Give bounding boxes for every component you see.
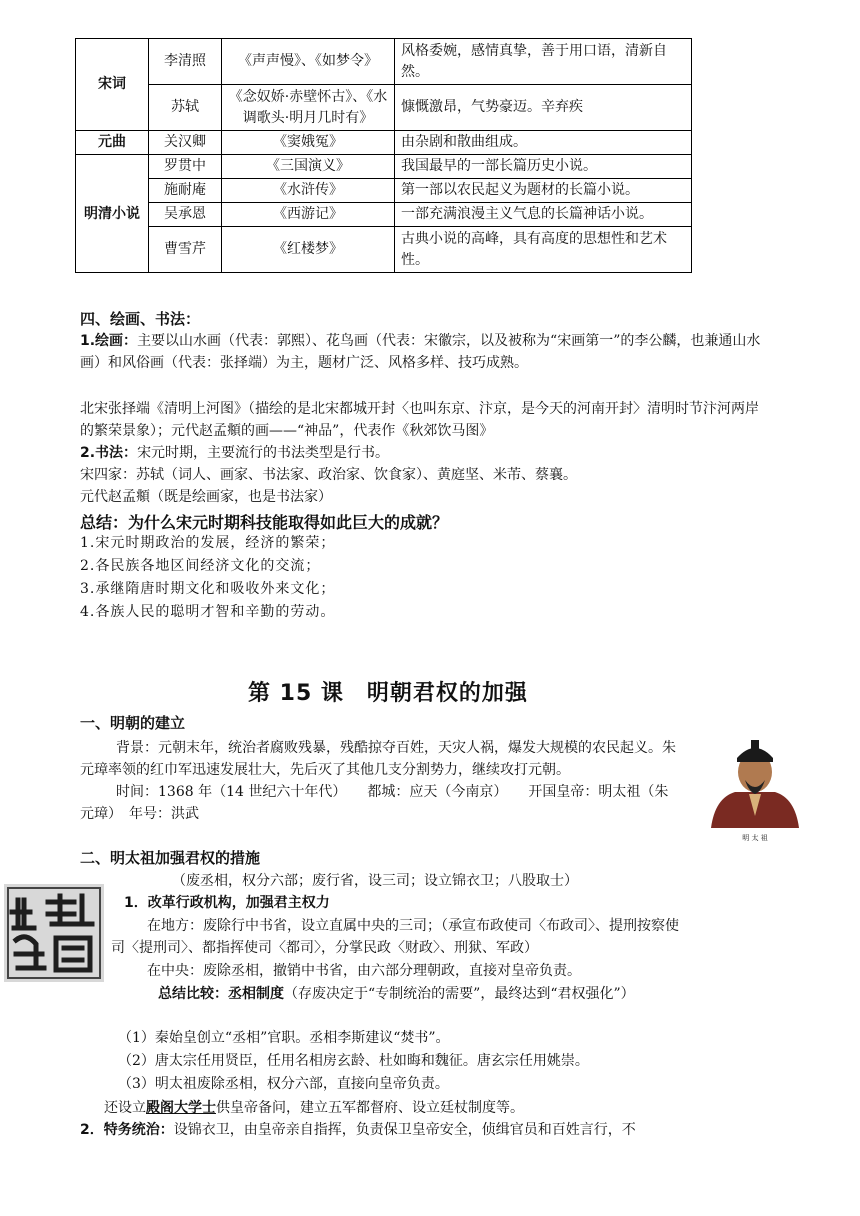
table-row (76, 155, 692, 179)
summary-title: 总结：为什么宋元时期科技能取得如此巨大的成就？ (80, 513, 449, 532)
central-reform: 在中央：废除丞相，撤销中书省，由六部分理朝政，直接对皇帝负责。 (147, 963, 581, 979)
table-row (76, 227, 692, 273)
comparison-item: （1）秦始皇创立“丞相”官职。丞相李斯建议“焚书”。 (118, 1030, 450, 1046)
table-row (76, 85, 692, 131)
measure-2 (80, 1119, 636, 1141)
category-cell: 宋词 (76, 39, 149, 131)
measure-1-title: 1．改革行政机构，加强君主权力 (124, 895, 330, 911)
lesson-title: 第 15 课 明朝君权的加强 (248, 681, 528, 706)
paragraph-label: 2.书法： (80, 445, 138, 461)
table-row (76, 179, 692, 203)
portrait-caption: 明 太 祖 (742, 834, 768, 842)
desc-cell: 古典小说的高峰，具有高度的思想性和艺术性。 (395, 227, 692, 273)
comparison-text: （存废决定于“专制统治的需要”，最终达到“君权强化”） (284, 986, 635, 1002)
comparison-paragraph (80, 983, 686, 1005)
comparison-item: （3）明太祖废除丞相，权分六部，直接向皇帝负责。 (118, 1076, 449, 1092)
desc-cell: 由杂剧和散曲组成。 (395, 131, 692, 155)
calligraphy-paragraph (80, 442, 770, 464)
seal-image (4, 884, 104, 982)
desc-cell: 第一部以农民起义为题材的长篇小说。 (395, 179, 692, 203)
category-cell: 明清小说 (76, 155, 149, 273)
author-cell: 罗贯中 (149, 155, 222, 179)
also-established (104, 1097, 524, 1119)
paragraph-text: 主要以山水画（代表：郭熙）、花鸟画（代表：宋徽宗，以及被称为“宋画第一”的李公麟，也兼通山水画）和风俗画（代表：张择端）为主，题材广泛、风格多样、技巧成熟。 (80, 333, 761, 371)
author-cell: 苏轼 (149, 85, 222, 131)
text-segment: 供皇帝备问，建立五军都督府、设立廷杖制度等。 (216, 1100, 524, 1116)
desc-cell: 风格委婉，感情真挚，善于用口语，清新自然。 (395, 39, 692, 85)
text-segment: 还设立 (104, 1100, 146, 1116)
work-cell: 《红楼梦》 (222, 227, 395, 273)
section-heading: 一、明朝的建立 (80, 714, 186, 732)
summary-item: 1.宋元时期政治的发展，经济的繁荣； (80, 535, 336, 551)
author-cell: 李清照 (149, 39, 222, 85)
emperor-portrait (705, 736, 805, 844)
literature-table (75, 38, 692, 273)
author-cell: 关汉卿 (149, 131, 222, 155)
author-cell: 施耐庵 (149, 179, 222, 203)
painting-paragraph (80, 330, 770, 374)
background-paragraph: 背景：元朝末年，统治者腐败残暴，残酷掠夺百姓，天灾人祸，爆发大规模的农民起义。朱元璋率领的红巾军迅速发展壮大，先后灭了其他几支分割势力，继续攻打元朝。 (80, 740, 676, 778)
comparison-item: （2）唐太宗任用贤臣，任用名相房玄龄、杜如晦和魏征。唐玄宗任用姚崇。 (118, 1053, 589, 1069)
author-cell: 吴承恩 (149, 203, 222, 227)
table-row (76, 203, 692, 227)
table-row (76, 39, 692, 85)
desc-cell: 慷慨激昂，气势豪迈。辛弃疾 (395, 85, 692, 131)
measure-2-text: 设锦衣卫，由皇帝亲自指挥，负责保卫皇帝安全，侦缉官员和百姓言行，不 (173, 1122, 636, 1138)
summary-item: 2.各民族各地区间经济文化的交流； (80, 558, 321, 574)
comparison-label: 总结比较：丞相制度 (158, 986, 284, 1002)
paragraph-text: 宋元时期，主要流行的书法类型是行书。 (137, 445, 390, 461)
measures-summary: （废丞相，权分六部；废行省，设三司；设立锦衣卫；八股取士） (172, 873, 578, 889)
portrait-image (705, 736, 805, 828)
summary-item: 3.承继隋唐时期文化和吸收外来文化； (80, 581, 336, 597)
work-cell: 《声声慢》、《如梦令》 (222, 39, 395, 85)
work-cell: 《三国演义》 (222, 155, 395, 179)
work-cell: 《西游记》 (222, 203, 395, 227)
paragraph-label: 1.绘画： (80, 333, 138, 349)
four-masters: 宋四家：苏轼（词人、画家、书法家、政治家、饮食家）、黄庭坚、米芾、蔡襄。 (80, 467, 577, 483)
desc-cell: 我国最早的一部长篇历史小说。 (395, 155, 692, 179)
desc-cell: 一部充满浪漫主义气息的长篇神话小说。 (395, 203, 692, 227)
reign-line: 元璋） 年号：洪武 (80, 806, 199, 822)
section-heading: 二、明太祖加强君权的措施 (80, 849, 261, 867)
seal-svg (4, 884, 104, 982)
work-cell: 《念奴娇·赤壁怀古》、《水调歌头·明月几时有》 (222, 85, 395, 131)
local-reform: 在地方：废除行中书省，设立直属中央的三司；（承宣布政使司〈布政司〉、提刑按察使司〈提刑司〉、都指挥使司〈都司〉，分掌民政〈财政〉、刑狱、军政） (111, 918, 679, 956)
table-row (76, 131, 692, 155)
measure-2-label: 2．特务统治： (80, 1122, 174, 1138)
painting-detail: 北宋张择端《清明上河图》（描绘的是北宋都城开封〈也叫东京、汴京，是今天的河南开封〉清明时节汴河两岸的繁荣景象）；元代赵孟頫的画——“神品”，代表作《秋郊饮马图》 (80, 401, 759, 439)
section-heading: 四、绘画、书法： (80, 310, 201, 328)
work-cell: 《窦娥冤》 (222, 131, 395, 155)
work-cell: 《水浒传》 (222, 179, 395, 203)
author-cell: 曹雪芹 (149, 227, 222, 273)
category-cell: 元曲 (76, 131, 149, 155)
grand-secretary-term: 殿阁大学士 (146, 1100, 216, 1116)
zhao-mengfu: 元代赵孟頫（既是绘画家，也是书法家） (80, 489, 332, 505)
time-capital-line: 时间：1368 年（14 世纪六十年代） 都城：应天（今南京） 开国皇帝：明太祖（朱 (116, 784, 669, 800)
summary-item: 4.各族人民的聪明才智和辛勤的劳动。 (80, 604, 336, 620)
